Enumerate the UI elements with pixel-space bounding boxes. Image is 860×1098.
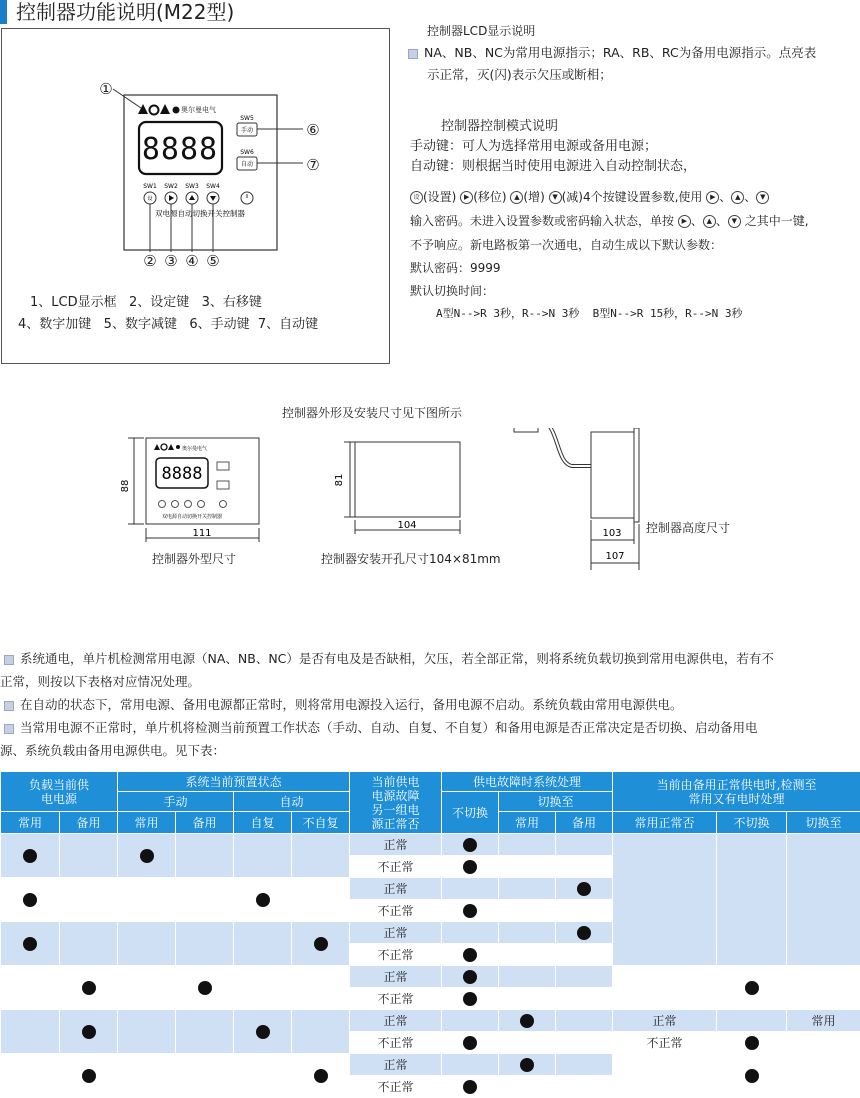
table-cell xyxy=(499,1032,556,1054)
table-cell xyxy=(556,966,613,988)
table-cell: 不正常 xyxy=(350,988,442,1010)
dot-marker xyxy=(745,1069,759,1083)
keys-desc-line1: 设 (设置) ▶ (移位) ▲ (增) ▼ (减)4个按键设置参数,使用 ▶ 、 ▲ 、 ▼ xyxy=(410,188,769,205)
right-icon: ▶ xyxy=(678,215,691,228)
front-view-label: 控制器外型尺寸 xyxy=(152,552,237,566)
lcd-desc-heading: 控制器LCD显示说明 xyxy=(427,24,536,38)
cutout-label: 控制器安装开孔尺寸104×81mm xyxy=(321,552,501,566)
callout-2: ② xyxy=(143,252,157,270)
header-fault-process: 供电故障时系统处理 xyxy=(442,772,613,792)
header-auto: 自动 xyxy=(234,792,350,812)
set-icon: 设 xyxy=(410,191,423,204)
dot-marker xyxy=(463,948,477,962)
dot-marker xyxy=(463,1080,477,1094)
table-cell xyxy=(717,1054,787,1098)
dot-marker xyxy=(140,849,154,863)
table-cell xyxy=(613,1054,717,1098)
table-cell: 不正常 xyxy=(350,856,442,878)
table-cell: 不正常 xyxy=(350,900,442,922)
table-cell xyxy=(118,1010,176,1054)
dot-marker xyxy=(745,1036,759,1050)
keys-line2-tail: 之其中一键, xyxy=(744,214,809,228)
note-3-cont: 源、系统负载由备用电源供电。见下表： xyxy=(0,743,226,758)
table-row xyxy=(1,834,860,856)
table-cell xyxy=(442,900,499,922)
default-password: 默认密码：9999 xyxy=(410,261,501,275)
table-cell xyxy=(499,966,556,988)
table-cell xyxy=(787,1054,860,1098)
table-cell xyxy=(1,834,60,878)
table-cell xyxy=(717,834,787,966)
down-icon: ▼ xyxy=(728,215,741,228)
bullet-icon xyxy=(4,655,14,665)
table-cell xyxy=(717,966,787,1010)
table-row xyxy=(1,1054,860,1076)
note-1-cont: 正常，则按以下表格对应情况处理。 xyxy=(0,674,201,689)
front-height-value: 88 xyxy=(120,479,131,493)
table-cell xyxy=(442,1010,499,1032)
table-cell: 正常 xyxy=(613,1010,717,1032)
table-cell xyxy=(292,922,350,966)
right-icon: ▶ xyxy=(706,191,719,204)
table-cell xyxy=(499,834,556,856)
table-cell xyxy=(613,966,717,1010)
set-key[interactable] xyxy=(144,192,156,204)
header-preset-state: 系统当前预置状态 xyxy=(118,772,350,792)
table-cell xyxy=(442,878,499,900)
decrease-key[interactable] xyxy=(207,192,219,204)
side-body xyxy=(591,432,634,518)
dot-marker xyxy=(463,838,477,852)
sw2-label: SW2 xyxy=(164,183,178,190)
keys-set-text: (设置) xyxy=(423,190,457,204)
dot-marker xyxy=(745,981,759,995)
cutout-outline xyxy=(355,442,460,517)
callout-1: ① xyxy=(99,80,113,98)
table-cell xyxy=(556,1054,613,1076)
table-cell xyxy=(176,878,234,922)
table-cell xyxy=(787,1032,860,1054)
page-title: 控制器功能说明(M22型) xyxy=(16,0,235,24)
side-flange xyxy=(634,428,639,522)
table-cell xyxy=(234,1054,292,1098)
dimension-caption: 控制器外形及安装尺寸见下图所示 xyxy=(282,406,463,420)
callout-7: ⑦ xyxy=(306,156,320,174)
front-width-value: 111 xyxy=(192,528,212,539)
side-width-103: 103 xyxy=(602,528,622,539)
table-cell xyxy=(292,878,350,922)
lcd-desc-line2: 示正常，灭(闪)表示欠压或断相； xyxy=(427,67,612,82)
header-manual-common: 常用 xyxy=(118,812,176,834)
mode-desc-auto: 自动键：则根据当时使用电源进入自动控制状态， xyxy=(410,159,697,174)
mode-desc-manual: 手动键：可人为选择常用电源或备用电源； xyxy=(410,139,658,154)
keys-inc-text: (增) xyxy=(523,190,545,204)
table-cell xyxy=(556,1010,613,1032)
legend-line-2: 4、数字加键 5、数字减键 6、手动键 7、自动键 xyxy=(18,317,319,332)
table-cell xyxy=(176,922,234,966)
table-cell xyxy=(60,1010,118,1054)
table-cell xyxy=(442,966,499,988)
header-switch-common: 常用 xyxy=(499,812,556,834)
down-icon: ▼ xyxy=(756,191,769,204)
table-cell xyxy=(292,966,350,1010)
table-cell xyxy=(499,856,556,878)
table-cell xyxy=(1,922,60,966)
table-cell xyxy=(118,878,176,922)
lcd-desc-line1 xyxy=(408,42,816,64)
dot-marker xyxy=(577,926,591,940)
table-cell xyxy=(499,900,556,922)
header-backup: 备用 xyxy=(60,812,118,834)
table-cell xyxy=(292,1010,350,1054)
table-cell xyxy=(442,856,499,878)
table-cell xyxy=(442,944,499,966)
sw4-label: SW4 xyxy=(206,183,220,190)
sw1-label: SW1 xyxy=(143,183,157,190)
dot-marker xyxy=(463,860,477,874)
dot-marker xyxy=(520,1014,534,1028)
table-cell: 正常 xyxy=(350,1054,442,1076)
side-view-label: 控制器高度尺寸 xyxy=(646,521,731,535)
table-cell xyxy=(1,966,60,1010)
dot-marker xyxy=(256,893,270,907)
table-cell: 不正常 xyxy=(350,944,442,966)
table-cell xyxy=(442,1076,499,1098)
table-cell xyxy=(442,834,499,856)
dot-marker xyxy=(463,992,477,1006)
table-cell xyxy=(556,856,613,878)
dot-marker xyxy=(520,1058,534,1072)
table-cell: 不正常 xyxy=(350,1076,442,1098)
table-cell: 正常 xyxy=(350,922,442,944)
header-recover-no-switch: 不切换 xyxy=(717,812,787,834)
right-shift-key[interactable] xyxy=(165,192,177,204)
table-cell xyxy=(556,900,613,922)
keys-line2-text: 输入密码。未进入设置参数或密码输入状态，单按 xyxy=(410,214,675,228)
callout-3: ③ xyxy=(164,252,178,270)
table-cell xyxy=(442,922,499,944)
mode-desc-heading: 控制器控制模式说明 xyxy=(441,119,559,134)
power-icon xyxy=(241,192,253,204)
note-1 xyxy=(4,648,774,670)
bullet-icon xyxy=(4,701,14,711)
table-cell xyxy=(234,878,292,922)
table-cell xyxy=(118,834,176,878)
table-cell xyxy=(60,878,118,922)
table-cell xyxy=(118,922,176,966)
table-cell xyxy=(234,922,292,966)
table-cell xyxy=(442,1032,499,1054)
table-cell xyxy=(60,834,118,878)
dot-marker xyxy=(23,893,37,907)
header-no-switch: 不切换 xyxy=(442,792,499,834)
front-bottom-text: 双电源自动切换开关控制器 xyxy=(161,514,223,520)
callout-5: ⑤ xyxy=(206,252,220,270)
table-cell xyxy=(234,834,292,878)
note-2 xyxy=(4,694,683,716)
dot-marker xyxy=(198,981,212,995)
table-cell: 不正常 xyxy=(350,1032,442,1054)
table-cell xyxy=(556,922,613,944)
front-lcd: 8888 xyxy=(161,464,203,484)
table-cell xyxy=(118,966,176,1010)
header-common: 常用 xyxy=(1,812,60,834)
note-1-text: 系统通电，单片机检测常用电源（NA、NB、NC）是否有电及是否缺相，欠压，若全部正常，则将系统负载切换到常用电源供电，若有不 xyxy=(20,651,774,666)
table-cell xyxy=(787,966,860,1010)
cutout-height-value: 81 xyxy=(334,473,345,487)
legend-line-1: 1、LCD显示框 2、设定键 3、右移键 xyxy=(30,295,262,310)
note-3 xyxy=(4,717,758,739)
bullet-icon xyxy=(408,49,418,59)
table-cell xyxy=(717,1032,787,1054)
up-icon: ▲ xyxy=(510,191,523,204)
table-cell: 常用 xyxy=(787,1010,860,1032)
increase-key[interactable] xyxy=(186,192,198,204)
table-cell xyxy=(499,988,556,1010)
brand-name: 奥尔曼电气 xyxy=(181,106,216,114)
table-cell xyxy=(176,834,234,878)
table-cell xyxy=(556,1076,613,1098)
lcd-desc-text-1: NA、NB、NC为常用电源指示；RA、RB、RC为备用电源指示。点亮表 xyxy=(424,45,817,60)
header-manual: 手动 xyxy=(118,792,234,812)
lcd-digits: 8888 xyxy=(141,132,219,167)
table-cell xyxy=(292,1054,350,1098)
header-manual-backup: 备用 xyxy=(176,812,234,834)
table-cell xyxy=(118,1054,176,1098)
dot-marker xyxy=(463,904,477,918)
right-icon: ▶ xyxy=(460,191,473,204)
table-cell xyxy=(1,1010,60,1054)
table-cell xyxy=(60,966,118,1010)
table-cell xyxy=(234,1010,292,1054)
switch-logic-table xyxy=(0,771,860,1098)
panel-bottom-text: 双电源自动切换开关控制器 xyxy=(155,209,245,218)
dot-marker xyxy=(314,1069,328,1083)
cutout-width-value: 104 xyxy=(397,520,417,531)
sw6-auto-key-label: 自动 xyxy=(240,161,254,168)
sw6-label: SW6 xyxy=(240,149,254,156)
side-connector xyxy=(514,428,538,432)
header-load-source: 负载当前供电电源 xyxy=(1,772,118,812)
note-2-text: 在自动的状态下，常用电源、备用电源都正常时，则将常用电源投入运行，备用电源不启动。系统负载由常用电源供电。 xyxy=(20,697,683,712)
header-no-auto-recover: 不自复 xyxy=(292,812,350,834)
table-cell xyxy=(499,1076,556,1098)
dot-marker xyxy=(23,937,37,951)
table-cell xyxy=(1,1054,60,1098)
table-cell: 正常 xyxy=(350,1010,442,1032)
header-switch-backup: 备用 xyxy=(556,812,613,834)
dot-marker xyxy=(463,1036,477,1050)
dot-marker xyxy=(577,882,591,896)
up-icon: ▲ xyxy=(731,191,744,204)
table-cell xyxy=(499,878,556,900)
dot-marker xyxy=(463,970,477,984)
sw3-label: SW3 xyxy=(185,183,199,190)
table-row xyxy=(1,1010,860,1032)
sw5-label: SW5 xyxy=(240,115,254,122)
svg-text:设: 设 xyxy=(147,196,153,202)
table-cell: 不正常 xyxy=(613,1032,717,1054)
side-width-107: 107 xyxy=(605,551,625,562)
table-cell xyxy=(499,922,556,944)
table-row xyxy=(1,966,860,988)
table-cell xyxy=(60,922,118,966)
callout-6: ⑥ xyxy=(306,121,320,139)
table-cell xyxy=(613,834,717,966)
default-switch-time-label: 默认切换时间： xyxy=(410,284,495,298)
dot-marker xyxy=(314,937,328,951)
header-recover-process: 当前由备用正常供电时,检测至常用又有电时处理 xyxy=(613,772,860,812)
header-common-normal: 常用正常否 xyxy=(613,812,717,834)
table-cell xyxy=(1,878,60,922)
table-cell xyxy=(717,1010,787,1032)
header-switch-to: 切换至 xyxy=(499,792,613,812)
down-icon: ▼ xyxy=(549,191,562,204)
keys-desc-line2: 输入密码。未进入设置参数或密码输入状态，单按 ▶ 、 ▲ 、 ▼ 之其中一键, xyxy=(410,214,809,228)
table-cell xyxy=(499,1010,556,1032)
default-switch-time-values: A型N-->R 3秒，R-->N 3秒 B型N-->R 15秒，R-->N 3秒 xyxy=(436,307,743,320)
table-cell xyxy=(442,988,499,1010)
bullet-icon xyxy=(4,724,14,734)
table-cell xyxy=(176,1010,234,1054)
header-fault-other-normal: 当前供电电源故障另一组电源正常否 xyxy=(350,772,442,834)
header-recover-switch-to: 切换至 xyxy=(787,812,860,834)
up-icon: ▲ xyxy=(703,215,716,228)
table-cell xyxy=(234,966,292,1010)
table-cell xyxy=(499,1054,556,1076)
table-cell xyxy=(176,966,234,1010)
header-auto-recover: 自复 xyxy=(234,812,292,834)
dot-marker xyxy=(256,1025,270,1039)
note-3-text: 当常用电源不正常时，单片机将检测当前预置工作状态（手动、自动、自复、不自复）和备用电源是否正常决定是否切换、启动备用电 xyxy=(20,720,758,735)
table-cell xyxy=(499,944,556,966)
table-cell: 正常 xyxy=(350,834,442,856)
table-cell: 正常 xyxy=(350,878,442,900)
title-accent-bar xyxy=(0,0,7,24)
table-cell xyxy=(556,834,613,856)
table-cell: 正常 xyxy=(350,966,442,988)
table-cell xyxy=(292,834,350,878)
keys-desc-line3: 不予响应。新电路板第一次通电，自动生成以下默认参数： xyxy=(410,238,723,252)
dot-marker xyxy=(82,1025,96,1039)
keys-dec-text: (减)4个按键设置参数,使用 xyxy=(561,190,703,204)
table-cell xyxy=(556,944,613,966)
front-brand: 奥尔曼电气 xyxy=(182,446,208,452)
table-cell xyxy=(787,834,860,966)
table-cell xyxy=(60,1054,118,1098)
callout-4: ④ xyxy=(185,252,199,270)
sw5-manual-key-label: 手动 xyxy=(240,127,254,134)
table-cell xyxy=(556,1032,613,1054)
table-cell xyxy=(556,988,613,1010)
dot-marker xyxy=(23,849,37,863)
dot-marker xyxy=(82,981,96,995)
table-cell xyxy=(556,878,613,900)
table-cell xyxy=(442,1054,499,1076)
keys-shift-text: (移位) xyxy=(473,190,507,204)
table-cell xyxy=(176,1054,234,1098)
dot-marker xyxy=(82,1069,96,1083)
